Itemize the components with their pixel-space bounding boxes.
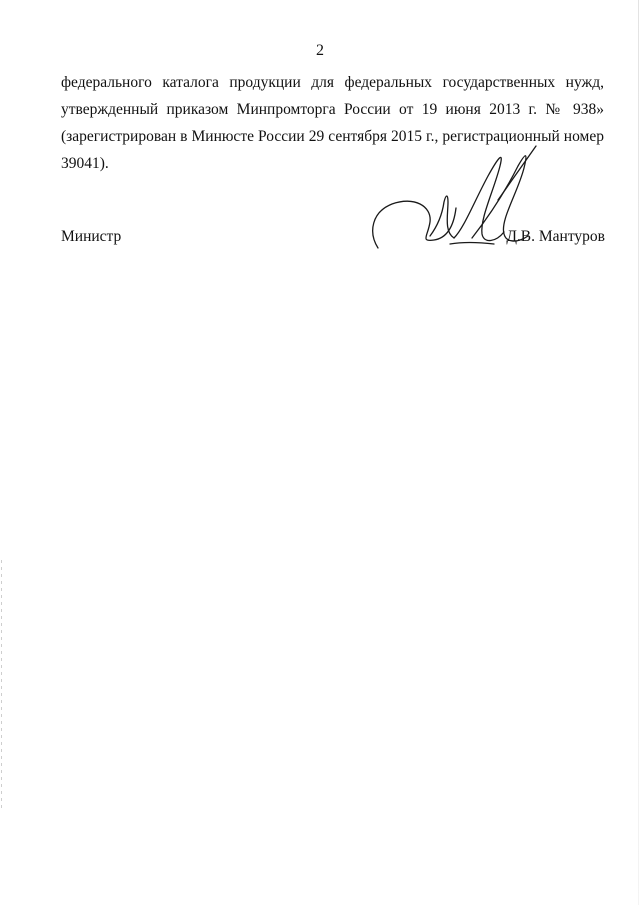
signer-position: Министр bbox=[61, 228, 122, 245]
scan-edge-mark bbox=[638, 0, 639, 905]
paragraph-line: федерального каталога продукции для федеральных государственных нужд, bbox=[61, 74, 604, 91]
signature-block bbox=[61, 227, 605, 249]
paragraph-line: 39041). bbox=[61, 155, 109, 172]
signer-name: Д.В. Мантуров bbox=[506, 228, 605, 245]
scan-edge-mark bbox=[1, 560, 2, 810]
paragraph-line: (зарегистрирован в Минюсте России 29 сентября 2015 г., регистрационный номер bbox=[61, 128, 604, 145]
page-number: 2 bbox=[316, 42, 324, 59]
paragraph-line: утвержденный приказом Минпромторга России от 19 июня 2013 г. № 938» bbox=[61, 101, 604, 118]
